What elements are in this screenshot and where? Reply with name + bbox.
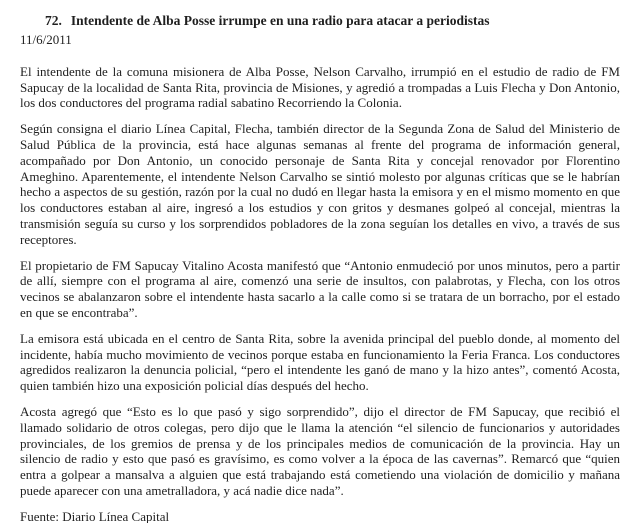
article-date: 11/6/2011 bbox=[20, 32, 72, 47]
paragraph: Según consigna el diario Línea Capital, Flecha, también director de la Segunda Zona de Salud del Ministerio de Salud Pública de la provincia, está hace algunas semanas al frente del programa de información general, acompañado por Don Antonio, un conocido personaje de Santa Rita y concejal renovador por Florentino Ameghino. Aparentemente, el intendente Nelson Carvalho se sintió molesto por algunas críticas que se le habrían hecho a aspectos de su gestión, razón por la cual no dudó en llegar hasta la emisora y en el mismo momento en que los conductores estaban al aire, ingresó a los estudios y con gritos y desmanes golpeó al concejal, mientras la transmisión seguía su curso y los sorprendidos pobladores de la zona seguían los detalles en vivo, a través de sus receptores. bbox=[20, 121, 620, 247]
article-number: 72. bbox=[45, 13, 62, 28]
article-title bbox=[20, 13, 620, 29]
article-title-text: Intendente de Alba Posse irrumpe en una radio para atacar a periodistas bbox=[70, 13, 490, 28]
paragraph: Acosta agregó que “Esto es lo que pasó y sigo sorprendido”, dijo el director de FM Sapucay, que recibió el llamado solidario de otros colegas, pero dijo que le llama la atención “el silencio de funcionarios y autoridades provinciales, de los gremios de prensa y de los principales medios de comunicación de la provincia. Hay un silencio de radio y esto que pasó es gravísimo, es como volver a la época de las cavernas”. Remarcó que “quien entra a golpear a mansalva a alguien que está trabajando está cometiendo una violación de domicilio y mañana puede aparecer con una ametralladora, y acá nadie dice nada”. bbox=[20, 403, 620, 498]
source-line: Fuente: Diario Línea Capital bbox=[20, 508, 170, 523]
paragraph: La emisora está ubicada en el centro de Santa Rita, sobre la avenida principal del pueblo donde, al momento del incidente, había mucho movimiento de vecinos porque estaba en funcionamiento la Feria Franca. Los conductores agredidos realizaron la denuncia policial, “pero el intendente les ganó de mano y la hizo antes”, comentó Acosta, quien también hizo una exposición policial días después del hecho. bbox=[20, 330, 620, 394]
paragraph: El propietario de FM Sapucay Vitalino Acosta manifestó que “Antonio enmudeció por unos minutos, pero a partir de allí, siempre con el programa al aire, comenzó una serie de insultos, con palabrotas, y Flecha, con los otros vecinos se abalanzaron sobre el intendente hasta sacarlo a la calle como si se tratara de un borracho, por el estado en que se encontraba”. bbox=[20, 257, 620, 320]
paragraph: El intendente de la comuna misionera de Alba Posse, Nelson Carvalho, irrumpió en el estudio de radio de FM Sapucay de la localidad de Santa Rita, provincia de Misiones, y agredió a trompadas a Luis Flecha y Don Antonio, los dos conductores del programa radial sabatino Recorriendo la Colonia. bbox=[20, 63, 620, 111]
